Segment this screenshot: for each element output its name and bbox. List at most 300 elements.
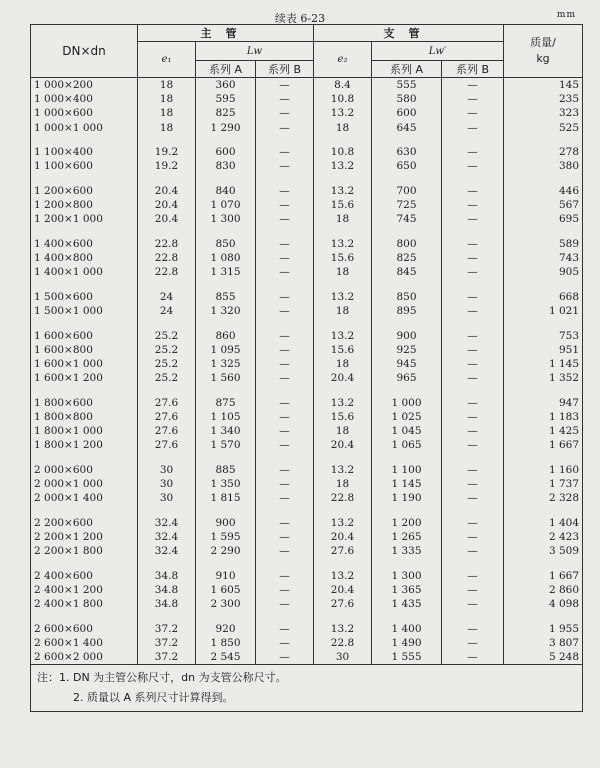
cell-lw-series-b: — [256, 304, 314, 318]
cell-lw-prime-series-b: — [442, 184, 504, 198]
cell-lw-prime-series-b: — [442, 106, 504, 120]
cell-lw-series-a: 1 605 [196, 583, 256, 597]
cell-lw-series-a: 360 [196, 78, 256, 93]
cell-lw-prime-series-a: 1 490 [372, 636, 442, 650]
spacer-cell [504, 611, 583, 621]
cell-lw-series-b: — [256, 491, 314, 505]
table-row [31, 544, 583, 558]
table-row [31, 569, 583, 583]
header-branch-pipe: 支管 [314, 25, 504, 42]
cell-spec: 1 800×1 200 [31, 438, 138, 452]
spacer-cell [442, 174, 504, 184]
spacer-cell [504, 226, 583, 236]
spacer-cell [442, 452, 504, 462]
spacer-cell [504, 385, 583, 395]
cell-lw-prime-series-b: — [442, 396, 504, 410]
cell-lw-series-b: — [256, 636, 314, 650]
cell-mass: 278 [504, 145, 583, 159]
cell-lw-prime-series-b: — [442, 92, 504, 106]
cell-spec: 1 600×600 [31, 329, 138, 343]
cell-lw-prime-series-b: — [442, 597, 504, 611]
table-row [31, 251, 583, 265]
cell-lw-prime-series-a: 800 [372, 237, 442, 251]
spacer-cell [372, 385, 442, 395]
spacer-cell [314, 611, 372, 621]
cell-lw-series-a: 1 850 [196, 636, 256, 650]
cell-e2: 20.4 [314, 438, 372, 452]
cell-lw-series-a: 1 350 [196, 477, 256, 491]
cell-spec: 1 200×1 000 [31, 212, 138, 226]
spacer-cell [138, 611, 196, 621]
spacer-cell [31, 226, 138, 236]
cell-e2: 20.4 [314, 530, 372, 544]
cell-lw-series-b: — [256, 424, 314, 438]
spacer-cell [256, 558, 314, 568]
spacer-cell [196, 505, 256, 515]
cell-spec: 1 200×600 [31, 184, 138, 198]
table-row [31, 121, 583, 135]
cell-lw-series-a: 1 815 [196, 491, 256, 505]
cell-lw-prime-series-a: 1 000 [372, 396, 442, 410]
cell-mass: 1 145 [504, 357, 583, 371]
cell-lw-series-b: — [256, 106, 314, 120]
table-row [31, 237, 583, 251]
cell-spec: 1 400×600 [31, 237, 138, 251]
spacer-cell [138, 558, 196, 568]
cell-lw-prime-series-a: 1 045 [372, 424, 442, 438]
cell-mass: 3 509 [504, 544, 583, 558]
cell-lw-prime-series-b: — [442, 622, 504, 636]
table-row [31, 304, 583, 318]
cell-spec: 1 000×1 000 [31, 121, 138, 135]
cell-lw-prime-series-b: — [442, 304, 504, 318]
spacer-cell [138, 452, 196, 462]
cell-lw-prime-series-b: — [442, 212, 504, 226]
header-branch-series-b: 系列 B [442, 61, 504, 78]
cell-e1: 20.4 [138, 212, 196, 226]
cell-lw-series-a: 1 570 [196, 438, 256, 452]
table-row [31, 357, 583, 371]
header-main-series-b: 系列 B [256, 61, 314, 78]
cell-lw-prime-series-b: — [442, 530, 504, 544]
cell-lw-series-b: — [256, 121, 314, 135]
spacer-cell [314, 558, 372, 568]
cell-lw-series-b: — [256, 530, 314, 544]
spacer-cell [256, 226, 314, 236]
cell-spec: 1 800×1 000 [31, 424, 138, 438]
spacer-cell [256, 279, 314, 289]
cell-mass: 1 160 [504, 463, 583, 477]
spacer-cell [138, 135, 196, 145]
spacer-cell [256, 174, 314, 184]
spacer-cell [504, 174, 583, 184]
spacer-cell [372, 226, 442, 236]
table-row [31, 396, 583, 410]
cell-lw-series-a: 1 300 [196, 212, 256, 226]
cell-e1: 27.6 [138, 396, 196, 410]
cell-e1: 18 [138, 92, 196, 106]
cell-e1: 32.4 [138, 516, 196, 530]
cell-spec: 2 200×1 200 [31, 530, 138, 544]
cell-e1: 30 [138, 477, 196, 491]
table-row [31, 92, 583, 106]
cell-lw-prime-series-b: — [442, 438, 504, 452]
spacer-cell [372, 611, 442, 621]
header-spec: DN×dn [31, 25, 138, 78]
cell-lw-prime-series-b: — [442, 159, 504, 173]
cell-lw-prime-series-b: — [442, 636, 504, 650]
cell-e1: 37.2 [138, 622, 196, 636]
spacer-cell [31, 318, 138, 328]
table-row [31, 463, 583, 477]
cell-lw-series-b: — [256, 198, 314, 212]
table-row [31, 343, 583, 357]
spacer-cell [314, 452, 372, 462]
spacer-cell [442, 279, 504, 289]
cell-e1: 24 [138, 290, 196, 304]
group-spacer [31, 174, 583, 184]
table-row [31, 410, 583, 424]
cell-lw-series-a: 900 [196, 516, 256, 530]
cell-lw-prime-series-b: — [442, 544, 504, 558]
cell-lw-prime-series-b: — [442, 424, 504, 438]
cell-mass: 323 [504, 106, 583, 120]
group-spacer [31, 505, 583, 515]
cell-e1: 37.2 [138, 636, 196, 650]
cell-lw-prime-series-a: 745 [372, 212, 442, 226]
cell-lw-series-a: 860 [196, 329, 256, 343]
cell-e1: 22.8 [138, 237, 196, 251]
cell-mass: 951 [504, 343, 583, 357]
cell-lw-prime-series-b: — [442, 357, 504, 371]
cell-lw-series-a: 595 [196, 92, 256, 106]
cell-mass: 1 183 [504, 410, 583, 424]
cell-spec: 2 200×600 [31, 516, 138, 530]
cell-lw-prime-series-b: — [442, 78, 504, 93]
note-1: 注：1. DN 为主管公称尺寸，dn 为支管公称尺寸。 [37, 671, 287, 685]
cell-lw-prime-series-a: 1 365 [372, 583, 442, 597]
cell-e1: 20.4 [138, 184, 196, 198]
cell-e1: 18 [138, 121, 196, 135]
cell-e2: 15.6 [314, 198, 372, 212]
cell-spec: 1 000×200 [31, 78, 138, 93]
cell-lw-series-b: — [256, 265, 314, 279]
header-lw: Lw [196, 42, 314, 61]
cell-e2: 13.2 [314, 184, 372, 198]
cell-e1: 18 [138, 106, 196, 120]
cell-lw-prime-series-a: 850 [372, 290, 442, 304]
cell-lw-prime-series-b: — [442, 237, 504, 251]
cell-mass: 4 098 [504, 597, 583, 611]
table-row [31, 597, 583, 611]
cell-e2: 18 [314, 121, 372, 135]
spacer-cell [314, 226, 372, 236]
cell-lw-prime-series-b: — [442, 121, 504, 135]
cell-mass: 743 [504, 251, 583, 265]
cell-e2: 18 [314, 424, 372, 438]
cell-lw-prime-series-a: 925 [372, 343, 442, 357]
table-notes [31, 665, 583, 712]
spacer-cell [196, 385, 256, 395]
cell-spec: 1 400×800 [31, 251, 138, 265]
cell-lw-series-b: — [256, 569, 314, 583]
spacer-cell [372, 452, 442, 462]
cell-e2: 8.4 [314, 78, 372, 93]
cell-e1: 25.2 [138, 329, 196, 343]
cell-spec: 1 200×800 [31, 198, 138, 212]
spacer-cell [31, 505, 138, 515]
table-caption: 续表 6-23 [274, 12, 326, 25]
table-row [31, 650, 583, 665]
table-row [31, 438, 583, 452]
cell-lw-prime-series-a: 945 [372, 357, 442, 371]
spacer-cell [196, 558, 256, 568]
cell-lw-series-a: 840 [196, 184, 256, 198]
cell-e2: 15.6 [314, 251, 372, 265]
cell-spec: 2 000×1 000 [31, 477, 138, 491]
header-branch-series-a: 系列 A [372, 61, 442, 78]
cell-e2: 22.8 [314, 491, 372, 505]
spacer-cell [442, 135, 504, 145]
cell-e1: 27.6 [138, 410, 196, 424]
cell-lw-prime-series-a: 1 335 [372, 544, 442, 558]
spacer-cell [314, 135, 372, 145]
cell-lw-series-a: 1 325 [196, 357, 256, 371]
cell-lw-series-b: — [256, 343, 314, 357]
spacer-cell [504, 505, 583, 515]
spacer-cell [196, 174, 256, 184]
cell-lw-series-b: — [256, 410, 314, 424]
table-row [31, 198, 583, 212]
group-spacer [31, 558, 583, 568]
cell-e1: 34.8 [138, 597, 196, 611]
spacer-cell [442, 505, 504, 515]
header-e1: e₁ [138, 42, 196, 78]
cell-lw-prime-series-a: 1 400 [372, 622, 442, 636]
table-row [31, 265, 583, 279]
cell-lw-series-b: — [256, 371, 314, 385]
cell-e1: 19.2 [138, 145, 196, 159]
spacer-cell [256, 452, 314, 462]
cell-lw-series-b: — [256, 237, 314, 251]
cell-e1: 22.8 [138, 251, 196, 265]
cell-e1: 27.6 [138, 438, 196, 452]
cell-e1: 32.4 [138, 530, 196, 544]
cell-lw-prime-series-a: 580 [372, 92, 442, 106]
cell-spec: 2 000×600 [31, 463, 138, 477]
cell-mass: 668 [504, 290, 583, 304]
cell-mass: 1 021 [504, 304, 583, 318]
cell-lw-prime-series-b: — [442, 569, 504, 583]
cell-lw-series-a: 825 [196, 106, 256, 120]
cell-mass: 905 [504, 265, 583, 279]
cell-e1: 32.4 [138, 544, 196, 558]
cell-e2: 30 [314, 650, 372, 665]
cell-lw-prime-series-b: — [442, 343, 504, 357]
spacer-cell [504, 452, 583, 462]
cell-mass: 1 404 [504, 516, 583, 530]
table-row [31, 145, 583, 159]
spacer-cell [138, 505, 196, 515]
cell-lw-series-b: — [256, 597, 314, 611]
spacer-cell [138, 226, 196, 236]
cell-lw-series-a: 1 320 [196, 304, 256, 318]
spacer-cell [196, 226, 256, 236]
cell-mass: 567 [504, 198, 583, 212]
spacer-cell [256, 318, 314, 328]
spacer-cell [196, 452, 256, 462]
cell-mass: 145 [504, 78, 583, 93]
table-row [31, 516, 583, 530]
cell-mass: 2 328 [504, 491, 583, 505]
cell-spec: 2 200×1 800 [31, 544, 138, 558]
cell-lw-series-b: — [256, 516, 314, 530]
cell-lw-prime-series-a: 1 065 [372, 438, 442, 452]
table-row [31, 424, 583, 438]
cell-lw-prime-series-b: — [442, 329, 504, 343]
group-spacer [31, 452, 583, 462]
cell-spec: 1 000×600 [31, 106, 138, 120]
cell-mass: 1 737 [504, 477, 583, 491]
cell-e1: 30 [138, 491, 196, 505]
cell-mass: 695 [504, 212, 583, 226]
cell-lw-series-b: — [256, 463, 314, 477]
cell-lw-prime-series-b: — [442, 650, 504, 665]
cell-mass: 1 425 [504, 424, 583, 438]
cell-lw-prime-series-b: — [442, 145, 504, 159]
cell-spec: 2 600×2 000 [31, 650, 138, 665]
table-row [31, 371, 583, 385]
cell-lw-series-b: — [256, 212, 314, 226]
cell-lw-series-b: — [256, 290, 314, 304]
cell-mass: 1 667 [504, 569, 583, 583]
table-row [31, 329, 583, 343]
cell-e1: 27.6 [138, 424, 196, 438]
spacer-cell [31, 385, 138, 395]
spacer-cell [442, 385, 504, 395]
cell-spec: 1 600×1 000 [31, 357, 138, 371]
cell-lw-series-b: — [256, 544, 314, 558]
cell-e2: 13.2 [314, 106, 372, 120]
cell-e1: 34.8 [138, 583, 196, 597]
group-spacer [31, 318, 583, 328]
cell-e2: 22.8 [314, 636, 372, 650]
cell-spec: 2 400×600 [31, 569, 138, 583]
cell-lw-series-b: — [256, 145, 314, 159]
cell-spec: 1 100×600 [31, 159, 138, 173]
cell-e2: 10.8 [314, 145, 372, 159]
cell-mass: 1 955 [504, 622, 583, 636]
spacer-cell [372, 318, 442, 328]
spacer-cell [504, 279, 583, 289]
table-row [31, 106, 583, 120]
spacer-cell [314, 505, 372, 515]
cell-lw-series-a: 910 [196, 569, 256, 583]
cell-e2: 10.8 [314, 92, 372, 106]
spacer-cell [372, 135, 442, 145]
cell-lw-prime-series-b: — [442, 290, 504, 304]
cell-lw-prime-series-a: 1 300 [372, 569, 442, 583]
cell-lw-series-a: 920 [196, 622, 256, 636]
cell-spec: 1 500×600 [31, 290, 138, 304]
spacer-cell [442, 558, 504, 568]
cell-e2: 13.2 [314, 290, 372, 304]
cell-lw-series-a: 1 080 [196, 251, 256, 265]
cell-lw-prime-series-a: 1 100 [372, 463, 442, 477]
cell-mass: 446 [504, 184, 583, 198]
cell-lw-prime-series-a: 555 [372, 78, 442, 93]
cell-spec: 1 500×1 000 [31, 304, 138, 318]
cell-e2: 13.2 [314, 329, 372, 343]
cell-spec: 1 600×800 [31, 343, 138, 357]
cell-mass: 753 [504, 329, 583, 343]
cell-spec: 1 400×1 000 [31, 265, 138, 279]
cell-e2: 15.6 [314, 343, 372, 357]
spacer-cell [372, 174, 442, 184]
cell-lw-series-a: 2 545 [196, 650, 256, 665]
header-e2: e₂ [314, 42, 372, 78]
cell-e2: 13.2 [314, 622, 372, 636]
cell-lw-prime-series-a: 900 [372, 329, 442, 343]
cell-mass: 947 [504, 396, 583, 410]
cell-e2: 13.2 [314, 569, 372, 583]
cell-lw-series-a: 1 290 [196, 121, 256, 135]
header-mass-label: 质量/ [530, 36, 556, 49]
table-row [31, 159, 583, 173]
header-main-pipe: 主管 [138, 25, 314, 42]
cell-mass: 5 248 [504, 650, 583, 665]
cell-lw-prime-series-a: 645 [372, 121, 442, 135]
cell-lw-prime-series-a: 845 [372, 265, 442, 279]
cell-e1: 34.8 [138, 569, 196, 583]
cell-lw-series-b: — [256, 92, 314, 106]
cell-spec: 1 100×400 [31, 145, 138, 159]
cell-e2: 27.6 [314, 597, 372, 611]
cell-lw-series-a: 1 070 [196, 198, 256, 212]
cell-lw-series-b: — [256, 583, 314, 597]
cell-lw-prime-series-a: 650 [372, 159, 442, 173]
spacer-cell [372, 558, 442, 568]
cell-e2: 18 [314, 265, 372, 279]
cell-lw-series-a: 2 300 [196, 597, 256, 611]
cell-e2: 27.6 [314, 544, 372, 558]
cell-lw-prime-series-a: 1 190 [372, 491, 442, 505]
cell-spec: 2 000×1 400 [31, 491, 138, 505]
spacer-cell [372, 279, 442, 289]
spacer-cell [372, 505, 442, 515]
cell-lw-series-a: 830 [196, 159, 256, 173]
cell-lw-prime-series-a: 700 [372, 184, 442, 198]
cell-lw-series-b: — [256, 438, 314, 452]
cell-lw-prime-series-b: — [442, 371, 504, 385]
cell-e2: 18 [314, 477, 372, 491]
table-row [31, 184, 583, 198]
spacer-cell [442, 226, 504, 236]
cell-e1: 19.2 [138, 159, 196, 173]
header-lw-prime: Lw′ [372, 42, 504, 61]
spacer-cell [138, 385, 196, 395]
spacer-cell [31, 279, 138, 289]
table-row [31, 636, 583, 650]
cell-mass: 2 423 [504, 530, 583, 544]
cell-lw-series-b: — [256, 251, 314, 265]
spacer-cell [196, 318, 256, 328]
pipe-tee-table [30, 24, 583, 712]
spacer-cell [256, 611, 314, 621]
cell-lw-series-a: 1 105 [196, 410, 256, 424]
cell-e2: 18 [314, 212, 372, 226]
cell-lw-series-a: 885 [196, 463, 256, 477]
